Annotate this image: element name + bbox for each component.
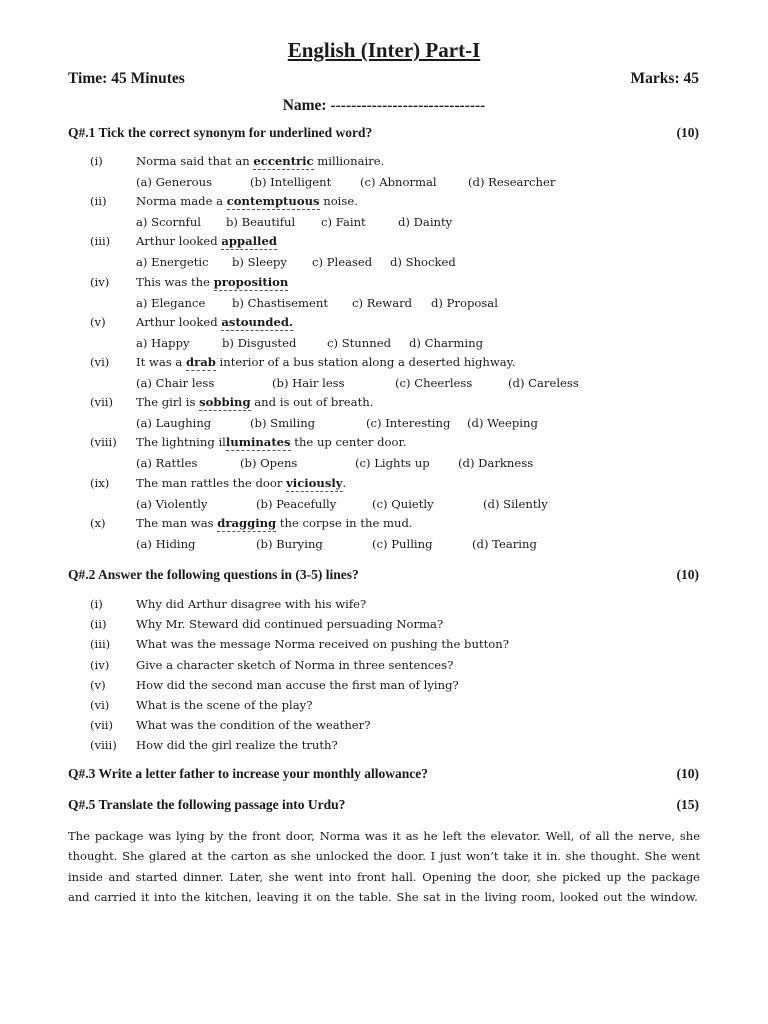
q1-option[interactable]: c) Stunned	[327, 335, 391, 350]
q1-sentence-post: .	[342, 475, 347, 490]
q1-option[interactable]: b) Sleepy	[232, 255, 287, 270]
q1-option[interactable]: d) Charming	[409, 335, 484, 350]
q2-heading	[68, 567, 699, 587]
q1-underlined-word: luminates	[225, 435, 291, 450]
q1-sentence-pre: The man was	[136, 515, 218, 530]
q1-item-number: (i)	[90, 154, 103, 168]
q1-option[interactable]: b) Beautiful	[226, 215, 296, 230]
q1-option[interactable]: (d) Darkness	[458, 456, 534, 471]
q1-item-number: (vii)	[90, 395, 114, 410]
q2-item-number: (ii)	[90, 617, 107, 632]
q3-heading	[68, 766, 699, 786]
q1-option[interactable]: d) Shocked	[390, 255, 456, 270]
q1-item-number: (iv)	[90, 274, 110, 289]
q1-option[interactable]: (a) Generous	[136, 175, 213, 189]
q1-option[interactable]: b) Chastisement	[232, 295, 328, 310]
q1-underlined-word: eccentric	[253, 154, 314, 168]
q1-item-number: (vi)	[90, 355, 110, 369]
q1-heading	[68, 125, 699, 145]
translation-passage: The package was lying by the front door, Norma was it as he left the elevator. Well, of all the nerve, she thought. She glared at the carton as she unlocked the door. I just won’t take it in. she thought. She went inside and started dinner. Later, she went into front hall. Opening the door, she picked up the package and carried it into the kitchen, leaving it on the table. She sat in the living room, looked out the window.	[68, 829, 700, 904]
q1-option[interactable]: d) Proposal	[431, 295, 498, 310]
q1-sentence-pre: The man rattles the door	[136, 475, 287, 490]
q1-item-number: (ix)	[90, 475, 110, 490]
q1-option[interactable]: (d) Careless	[508, 376, 579, 390]
time-label: Time: 45 Minutes	[68, 70, 185, 87]
q1-sentence-pre: Norma said that an	[136, 154, 254, 168]
q1-option[interactable]: (c) Quietly	[372, 496, 434, 511]
q3-marks: (10)	[676, 766, 699, 781]
q1-item-sentence	[136, 315, 293, 329]
marks-label: Marks: 45	[630, 70, 699, 87]
q1-underlined-word: drab	[186, 355, 216, 369]
q5-heading-text: Q#.5 Translate the following passage into Urdu?	[68, 797, 346, 812]
q1-option[interactable]: (d) Weeping	[467, 416, 538, 431]
q1-sentence-post: millionaire.	[313, 154, 385, 168]
q1-item-sentence	[136, 194, 358, 208]
q1-option[interactable]: a) Happy	[136, 335, 190, 350]
q1-underlined-word: viciously	[286, 475, 343, 490]
q1-option[interactable]: (b) Peacefully	[256, 496, 337, 511]
q1-option[interactable]: c) Pleased	[312, 255, 373, 270]
q2-item-question: How did the girl realize the truth?	[136, 738, 338, 753]
q1-option[interactable]: (a) Laughing	[136, 416, 212, 431]
q2-item-question: What was the condition of the weather?	[136, 718, 371, 733]
q1-item-sentence	[136, 275, 288, 289]
q1-sentence-pre: This was the	[136, 274, 214, 289]
q2-item-number: (iv)	[90, 657, 110, 672]
q1-option[interactable]: (b) Hair less	[272, 376, 345, 390]
q3-heading-text: Q#.3 Write a letter father to increase your monthly allowance?	[68, 766, 428, 781]
q1-option[interactable]: c) Faint	[321, 215, 366, 230]
q1-option[interactable]: (b) Smiling	[250, 416, 316, 431]
q1-sentence-pre: The lightning il	[136, 435, 226, 450]
q1-item-number: (ii)	[90, 194, 107, 209]
q1-underlined-word: appalled	[221, 234, 277, 249]
q1-item-number: (v)	[90, 314, 106, 329]
q1-option[interactable]: (b) Opens	[240, 456, 298, 471]
q1-option[interactable]: (d) Tearing	[472, 536, 537, 551]
q1-option[interactable]: (d) Silently	[483, 496, 548, 511]
q1-option[interactable]: (a) Violently	[136, 496, 208, 511]
q1-option[interactable]: a) Elegance	[136, 295, 206, 310]
q2-item-question: How did the second man accuse the first man of lying?	[136, 677, 459, 692]
q1-item-number: (iii)	[90, 234, 111, 249]
q1-option[interactable]: (c) Cheerless	[395, 376, 473, 390]
q1-underlined-word: astounded.	[221, 314, 294, 329]
q1-option[interactable]: (d) Researcher	[468, 175, 556, 189]
q2-item-number: (vi)	[90, 698, 110, 712]
q1-item-sentence	[136, 476, 346, 490]
q2-heading-text: Q#.2 Answer the following questions in (3-5) lines?	[68, 567, 359, 582]
q1-sentence-post: the up center door.	[290, 435, 407, 450]
q1-heading-text: Q#.1 Tick the correct synonym for underlined word?	[68, 125, 373, 140]
q1-option[interactable]: (b) Intelligent	[250, 175, 332, 189]
q1-item-sentence	[136, 516, 413, 530]
q5-marks: (15)	[676, 797, 699, 812]
q2-item-number: (viii)	[90, 738, 117, 753]
q1-item-sentence	[136, 355, 515, 369]
q1-sentence-post: the corpse in the mud.	[276, 515, 413, 530]
q1-sentence-post: interior of a bus station along a deserted highway.	[215, 355, 516, 369]
q1-option[interactable]: (c) Lights up	[355, 456, 430, 471]
q2-item-question: Why did Arthur disagree with his wife?	[136, 597, 367, 611]
q1-underlined-word: dragging	[217, 515, 277, 530]
q1-option[interactable]: (a) Hiding	[136, 536, 196, 551]
q1-sentence-pre: Arthur looked	[136, 234, 222, 249]
q1-option[interactable]: a) Scornful	[136, 215, 202, 230]
q1-sentence-pre: Norma made a	[136, 194, 227, 209]
q2-item-number: (v)	[90, 677, 106, 692]
q1-sentence-post: noise.	[319, 194, 358, 209]
q1-underlined-word: proposition	[213, 274, 289, 289]
q2-item-number: (iii)	[90, 637, 111, 652]
q1-sentence-pre: The girl is	[136, 395, 200, 410]
q1-item-sentence	[136, 395, 373, 409]
q1-item-sentence	[136, 234, 277, 248]
q1-item-number: (viii)	[90, 435, 117, 450]
q1-underlined-word: contemptuous	[226, 194, 320, 209]
q1-item-number: (x)	[90, 515, 106, 530]
q1-sentence-post: and is out of breath.	[250, 395, 374, 410]
q1-option[interactable]: (b) Burying	[256, 536, 323, 551]
q1-sentence-pre: It was a	[136, 355, 186, 369]
q2-marks: (10)	[676, 567, 699, 582]
q1-item-sentence	[136, 154, 384, 168]
q5-heading	[68, 797, 699, 817]
q2-item-question: What is the scene of the play?	[136, 698, 313, 712]
exam-title: English (Inter) Part-I	[287, 38, 481, 62]
q2-item-question: What was the message Norma received on pushing the button?	[136, 637, 509, 652]
q1-option[interactable]: (c) Interesting	[366, 416, 451, 431]
q1-option[interactable]: c) Reward	[352, 295, 413, 310]
q1-option[interactable]: (c) Pulling	[372, 536, 433, 551]
q2-item-number: (vii)	[90, 718, 114, 733]
q1-item-sentence	[136, 435, 406, 449]
q1-option[interactable]: b) Disgusted	[222, 335, 297, 350]
q2-item-question: Give a character sketch of Norma in three sentences?	[136, 657, 454, 672]
q2-item-question: Why Mr. Steward did continued persuading Norma?	[136, 617, 444, 632]
name-field: Name: ------------------------------	[282, 97, 486, 114]
q2-item-number: (i)	[90, 597, 103, 611]
q1-option[interactable]: a) Energetic	[136, 255, 209, 270]
q1-sentence-pre: Arthur looked	[136, 314, 222, 329]
q1-option[interactable]: d) Dainty	[398, 215, 453, 230]
q1-marks: (10)	[676, 125, 699, 140]
q1-option[interactable]: (a) Rattles	[136, 456, 198, 471]
q1-option[interactable]: (c) Abnormal	[360, 175, 437, 189]
q1-underlined-word: sobbing	[199, 395, 251, 410]
q1-option[interactable]: (a) Chair less	[136, 376, 215, 390]
